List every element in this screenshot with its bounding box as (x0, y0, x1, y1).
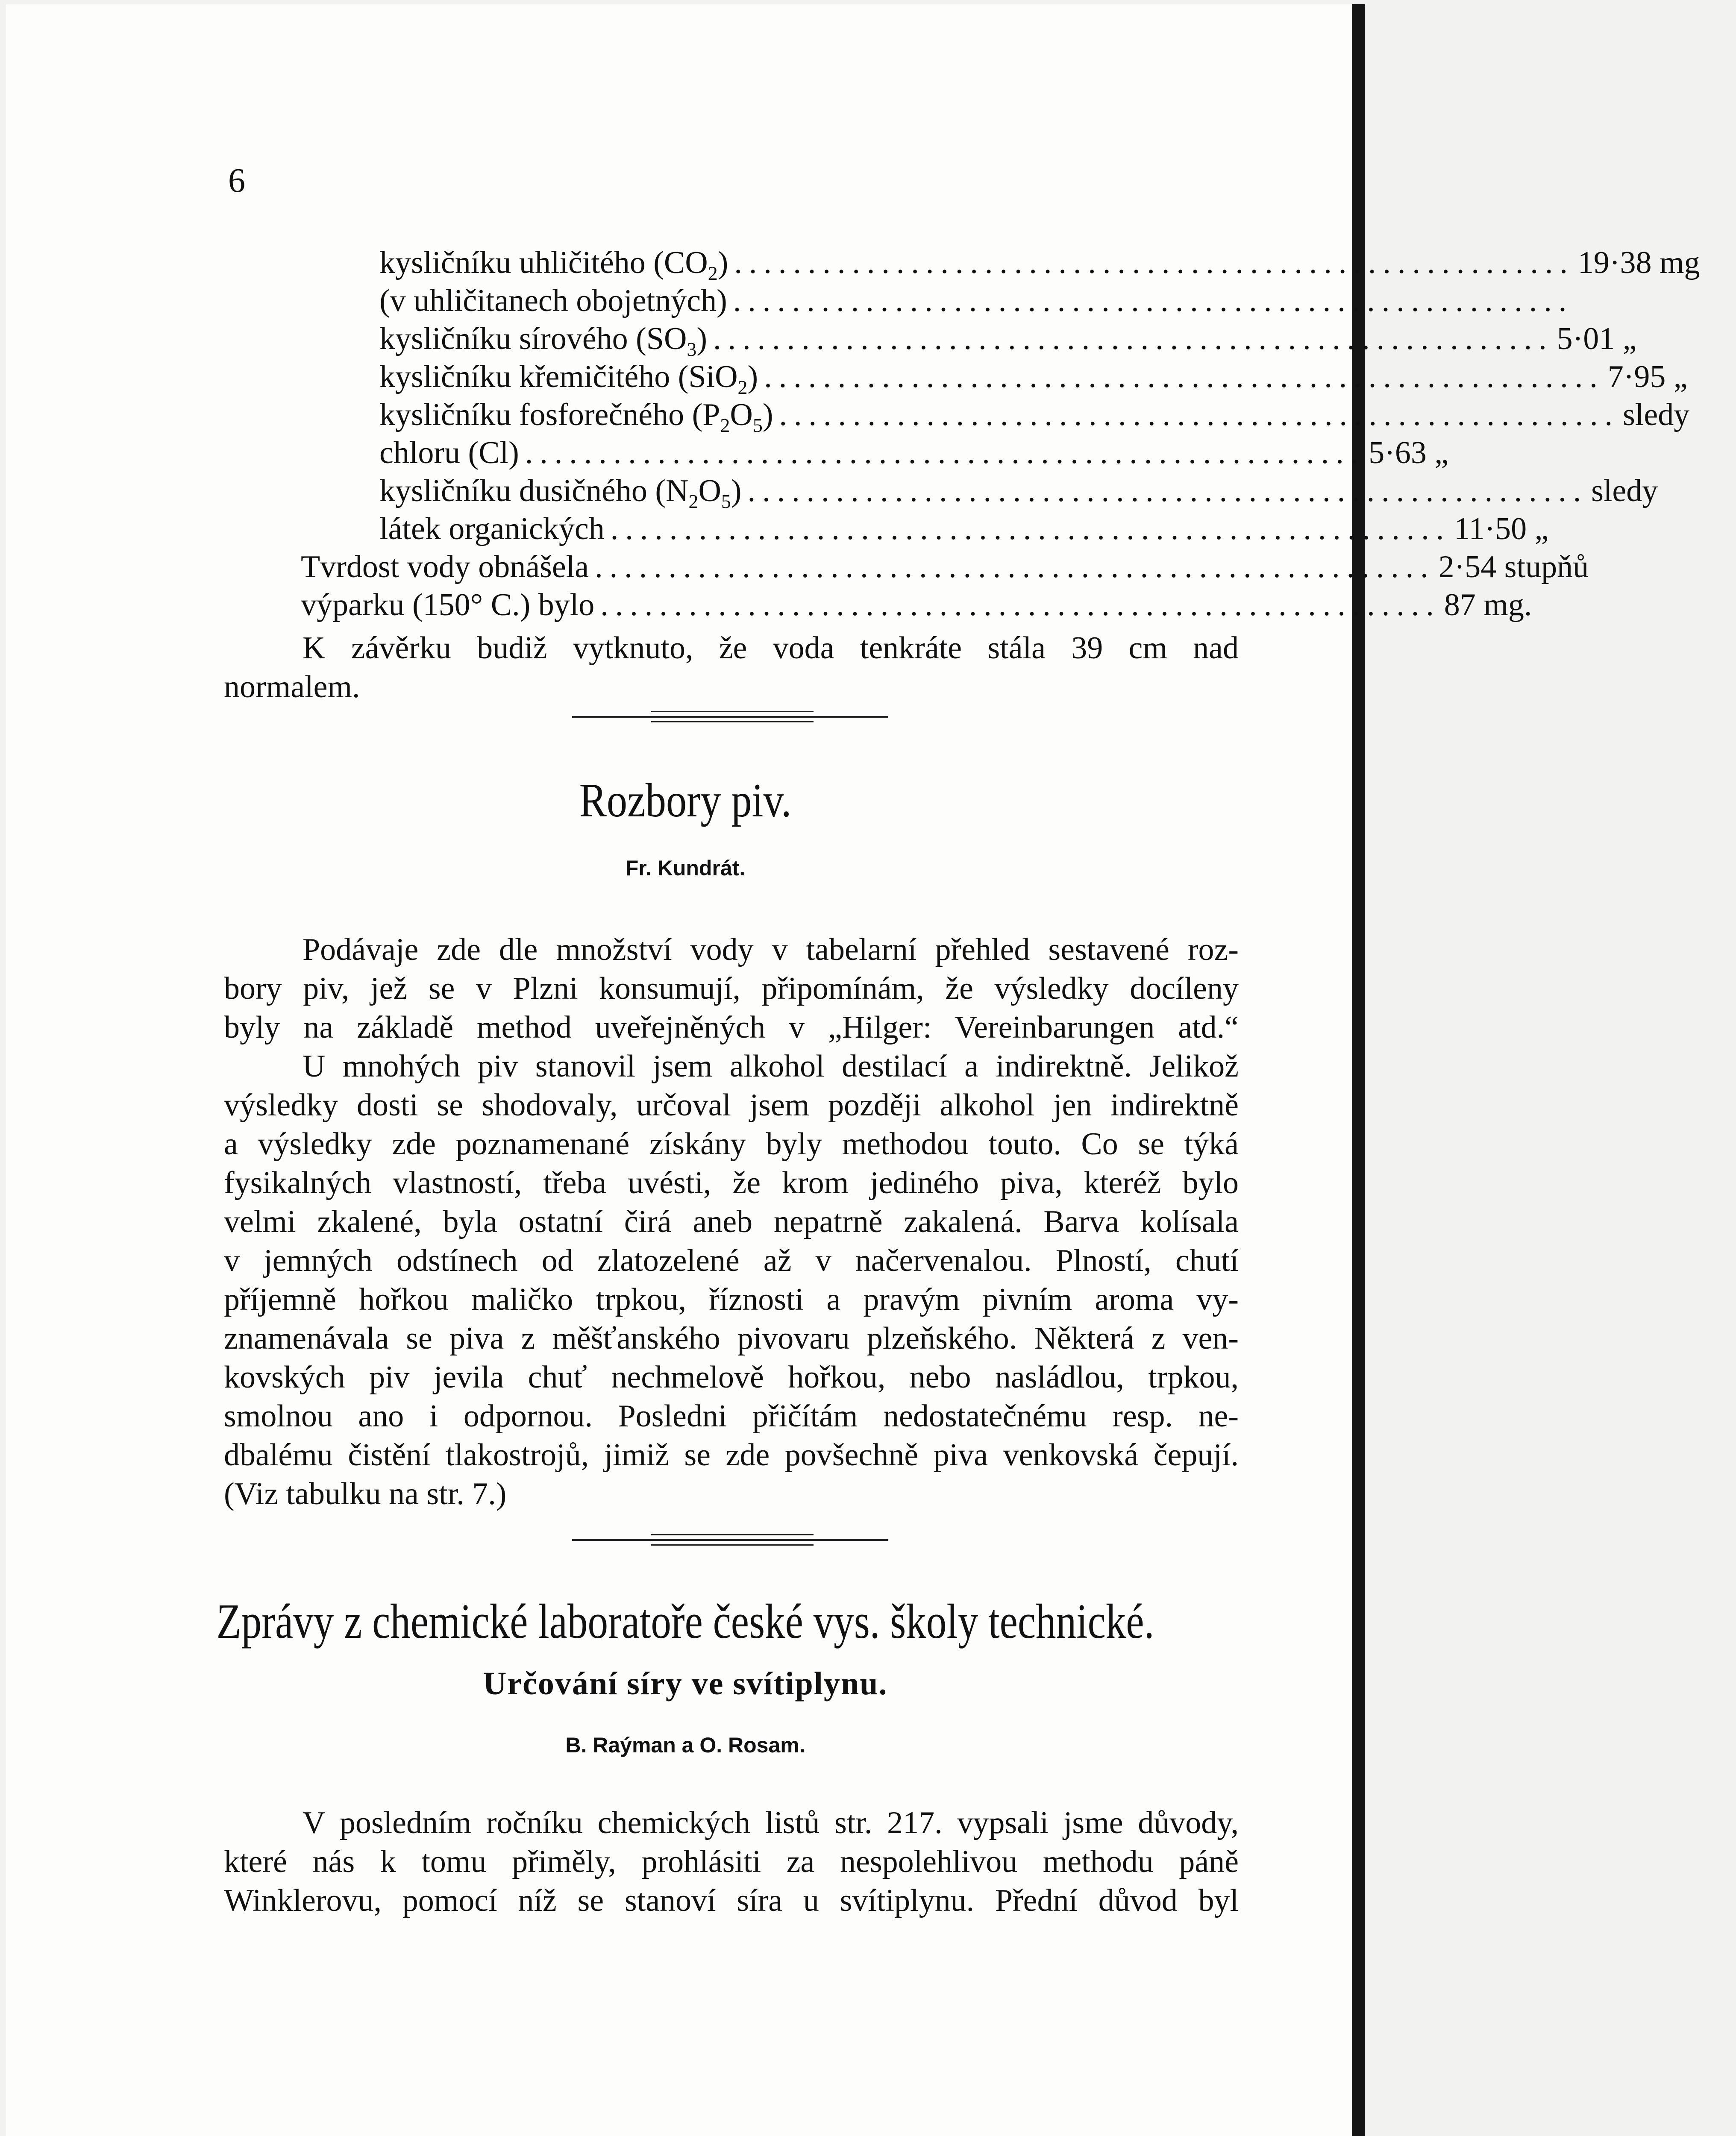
analysis-value: 19·38 mg (1577, 245, 1700, 280)
article-subtitle: Určování síry ve svítiplynu. (483, 1666, 888, 1702)
analysis-value: 2·54 stupňů (1438, 549, 1589, 584)
analysis-value: 11·50 „ (1454, 511, 1549, 546)
analysis-row (379, 472, 1658, 512)
conclusion-paragraph: K závěrku budiž vytknuto, že voda tenkráte stála 39 cm nad normalem. (224, 631, 1239, 704)
leader-dots: ......................................................... (734, 245, 1574, 280)
analysis-label: kysličníku sírového $(SO_3)$ (379, 321, 708, 360)
article-title: Rozbory piv. (579, 774, 792, 827)
analysis-row (301, 586, 1532, 624)
analysis-label: výparku (150° C.) bylo (301, 587, 595, 622)
separator-rule (572, 1539, 888, 1541)
separator-rule (651, 711, 814, 712)
analysis-value: 87 mg. (1444, 587, 1532, 622)
analysis-value: sledy (1591, 473, 1658, 508)
leader-dots: ......................................................... (713, 321, 1554, 356)
leader-dots: ......................................................... (733, 283, 1574, 318)
analysis-label: kysličníku dusičného $(N_2O_5)$ (379, 473, 742, 512)
analysis-row (379, 510, 1549, 548)
analysis-row (379, 244, 1700, 284)
analysis-label: kysličníku fosforečného $(P_2O_5)$ (379, 397, 773, 436)
leader-dots: ......................................................... (525, 435, 1366, 470)
leader-dots: ......................................................... (600, 587, 1441, 622)
book-page (6, 4, 1700, 2136)
article-author: B. Raýman a O. Rosam. (565, 1733, 805, 1757)
separator-rule (651, 1534, 814, 1535)
analysis-label: kysličníku uhličitého $(CO_2)$ (379, 245, 728, 284)
analysis-row (379, 320, 1637, 360)
analysis-row (379, 434, 1449, 472)
leader-dots: ......................................................... (764, 359, 1604, 394)
article-body: Podávaje zde dle množství vody v tabelarní přehled sestavené roz- bory piv, jež se v Plzni konsumují, připomínám, že výsledky docíleny byly na základě method uveřejněných v „Hilger: Vereinbarungen atd.“ U mnohých piv stanovil jsem alkohol destilací a indirektně. Jelikož výsledky dosti se shodovaly, určoval jsem později alkohol jen indirektně a výsledky zde poznamenané získány byly methodou touto. Co se týká fysikalných vlastností, třeba uvésti, že krom jediného piva, kteréž bylo velmi zkalené, byla ostatní čirá aneb nepatrně zakalená. Barva kolísala v jemných odstínech od zlatozelené až v načervenalou. Plností, chutí příjemně hořkou maličko trpkou, říznosti a pravým pivním aroma vy- znamenávala se piva z měšťanského pivovaru plzeňského. Některá z ven- kovských piv jevila chuť nechmelově hořkou, nebo nasládlou, trpkou, smolnou ano i odpornou. Posledni přičítám nedostatečnému resp. ne- dbalému čistění tlakostrojů, jimiž se zde povšechně piva venkovská čepují. (Viz tabulku na str. 7.) (224, 932, 1239, 1511)
page-number: 6 (228, 162, 245, 200)
analysis-label: (v uhličitanech obojetných) (379, 283, 727, 318)
article-title: Zprávy z chemické laboratoře české vys. školy technické. (216, 1594, 1154, 1649)
article-author: Fr. Kundrát. (625, 856, 746, 880)
analysis-row (379, 396, 1690, 436)
leader-dots: ......................................................... (595, 549, 1435, 584)
leader-dots: ......................................................... (747, 473, 1588, 508)
analysis-label: chloru (Cl) (379, 435, 519, 470)
analysis-value: 5·63 „ (1369, 435, 1449, 470)
analysis-value: 7·95 „ (1607, 359, 1688, 394)
leader-dots: ......................................................... (610, 511, 1451, 546)
analysis-row (301, 548, 1589, 586)
article-body: V posledním ročníku chemických listů str. 217. vypsali jsme důvody, které nás k tomu přiměly, prohlásiti za nespolehlivou methodu páně Winklerovu, pomocí níž se stanoví síra u svítiplynu. Přední důvod byl (224, 1805, 1239, 1918)
analysis-value: 5·01 „ (1557, 321, 1637, 356)
analysis-value: sledy (1623, 397, 1690, 432)
analysis-row (379, 282, 1574, 320)
separator-rule (651, 721, 814, 722)
analysis-label: látek organických (379, 511, 605, 546)
analysis-label: kysličníku křemičitého (SiO$_2$) (379, 359, 758, 398)
analysis-label: Tvrdost vody obnášela (301, 549, 589, 584)
leader-dots: ......................................................... (779, 397, 1619, 432)
separator-rule (572, 716, 888, 718)
analysis-row (379, 358, 1688, 398)
separator-rule (651, 1544, 814, 1546)
